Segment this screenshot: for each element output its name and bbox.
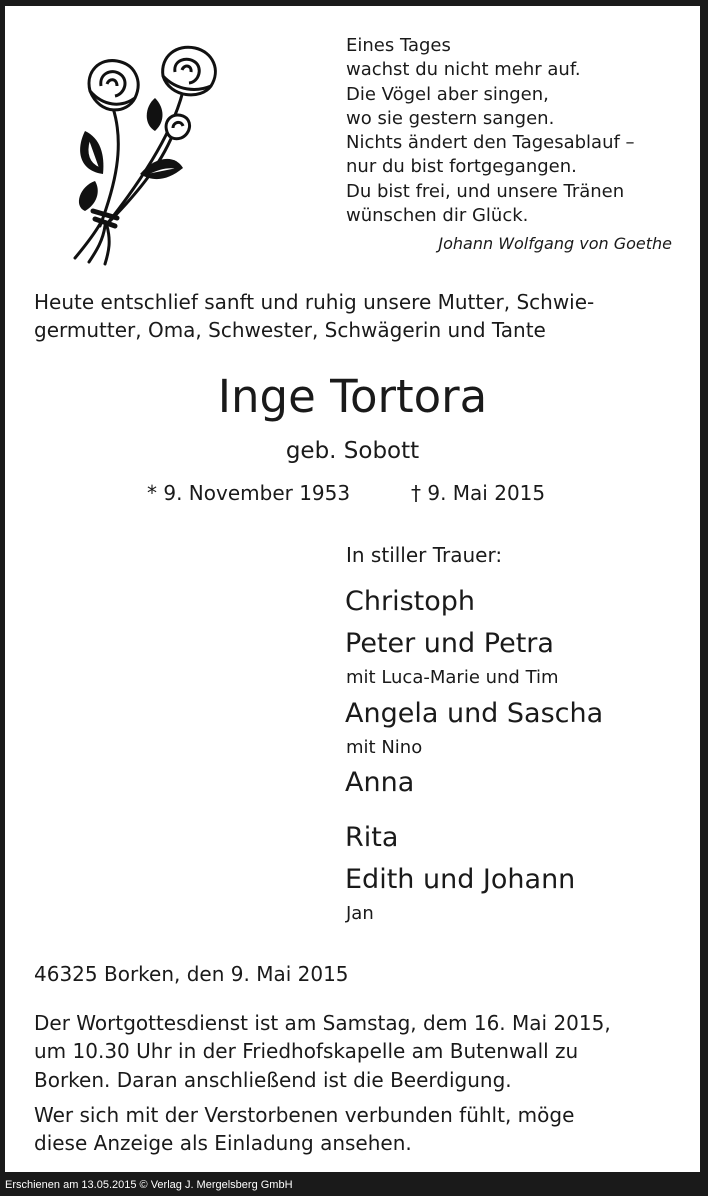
death-date: † 9. Mai 2015 [411, 481, 546, 505]
place-date: 46325 Borken, den 9. Mai 2015 [34, 962, 349, 986]
poem-line: wo sie gestern sangen. [346, 107, 555, 129]
poem-line: Du bist frei, und unsere Tränen [346, 180, 625, 202]
service-line: Der Wortgottesdienst ist am Samstag, dem 16. Mai 2015, [34, 1011, 611, 1035]
poem-line: Nichts ändert den Tagesablauf – [346, 132, 635, 154]
poem-line: Eines Tages [346, 35, 451, 56]
service-line: um 10.30 Uhr in der Friedhofskapelle am Butenwall zu [34, 1039, 579, 1064]
maiden-name: geb. Sobott [285, 438, 420, 464]
poem-author: Johann Wolfgang von Goethe [438, 234, 672, 253]
mourner-sub: mit Luca-Marie und Tim [346, 667, 559, 688]
intro-line: Heute entschlief sanft und ruhig unsere Mutter, Schwie- [34, 290, 595, 314]
mourner-name: Peter und Petra [345, 628, 554, 659]
birth-date: * 9. November 1953 [147, 481, 351, 505]
mourner-sub: mit Nino [346, 737, 423, 758]
deceased-name: Inge Tortora [217, 370, 488, 423]
poem-line: Die Vögel aber singen, [346, 83, 549, 105]
roses-icon [55, 36, 235, 266]
mourner-name: Rita [345, 822, 399, 853]
footer-text: Erschienen am 13.05.2015 © Verlag J. Mergelsberg GmbH [5, 1179, 293, 1191]
intro-text [34, 288, 594, 345]
poem-line: wachst du nicht mehr auf. [346, 59, 581, 81]
publication-footer [0, 1174, 708, 1196]
obituary-card [5, 6, 700, 1172]
intro-line: germutter, Oma, Schwester, Schwägerin und Tante [34, 318, 546, 343]
mourners-heading: In stiller Trauer: [346, 543, 503, 567]
mourner-name: Christoph [345, 586, 475, 617]
mourner-name: Angela und Sascha [345, 698, 604, 729]
service-line: Borken. Daran anschließend ist die Beerdigung. [34, 1067, 512, 1092]
poem-line: nur du bist fortgegangen. [346, 156, 577, 178]
mourner-name: Edith und Johann [345, 864, 576, 895]
invitation-line: diese Anzeige als Einladung ansehen. [34, 1131, 412, 1156]
invitation-text [34, 1101, 674, 1158]
service-info [34, 1009, 674, 1094]
poem [346, 34, 635, 228]
mourner-sub: Jan [346, 903, 374, 924]
invitation-line: Wer sich mit der Verstorbenen verbunden fühlt, möge [34, 1103, 575, 1127]
mourner-name: Anna [345, 767, 415, 798]
poem-line: wünschen dir Glück. [346, 205, 529, 227]
